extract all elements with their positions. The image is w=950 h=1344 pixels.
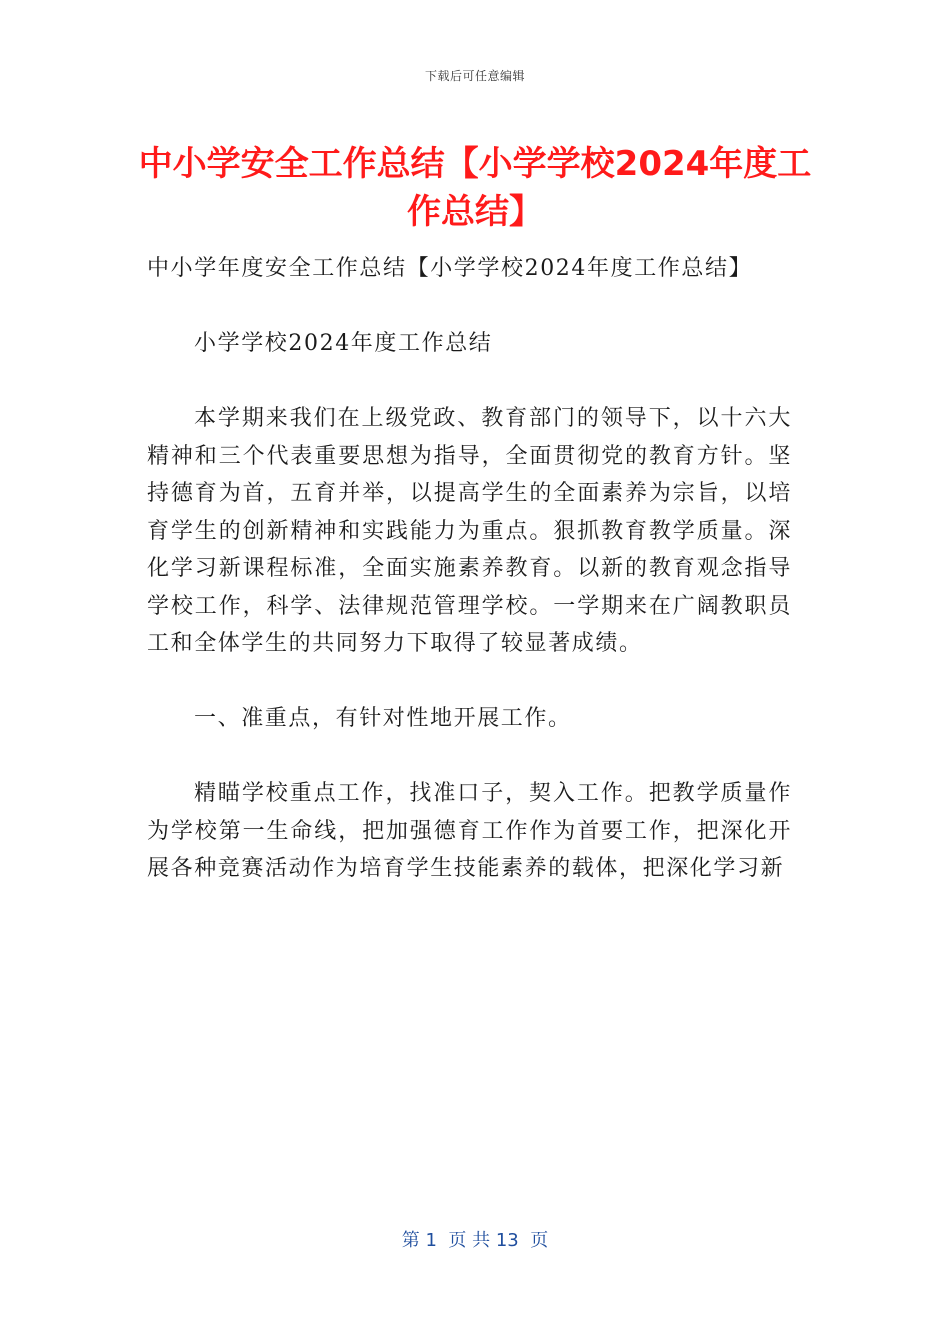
document-body bbox=[147, 250, 792, 925]
subtitle-paragraph: 中小学年度安全工作总结【小学学校2024年度工作总结】 bbox=[147, 256, 753, 281]
body-paragraph: 精瞄学校重点工作，找准口子，契入工作。把教学质量作为学校第一生命线，把加强德育工作作为首要工作，把深化开展各种竞赛活动作为培育学生技能素养的载体，把深化学习新 bbox=[147, 781, 792, 881]
header-note: 下载后可任意编辑 bbox=[424, 69, 525, 83]
section-heading-paragraph: 一、准重点，有针对性地开展工作。 bbox=[194, 706, 572, 731]
page-number-footer: 第 1 页 共 13 页 bbox=[401, 1230, 549, 1251]
body-paragraph: 本学期来我们在上级党政、教育部门的领导下，以十六大精神和三个代表重要思想为指导，全面贯彻党的教育方针。坚持德育为首，五育并举，以提高学生的全面素养为宗旨，以培育学生的创新精神和实践能力为重点。狠抓教育教学质量。深化学习新课程标准，全面实施素养教育。以新的教育观念指导学校工作，科学、法律规范管理学校。一学期来在广阔教职员工和全体学生的共同努力下取得了较显著成绩。 bbox=[147, 406, 792, 656]
document-title: 中小学安全工作总结【小学学校2024年度工作总结】 bbox=[138, 144, 812, 232]
section-heading-paragraph: 小学学校2024年度工作总结 bbox=[194, 331, 493, 356]
